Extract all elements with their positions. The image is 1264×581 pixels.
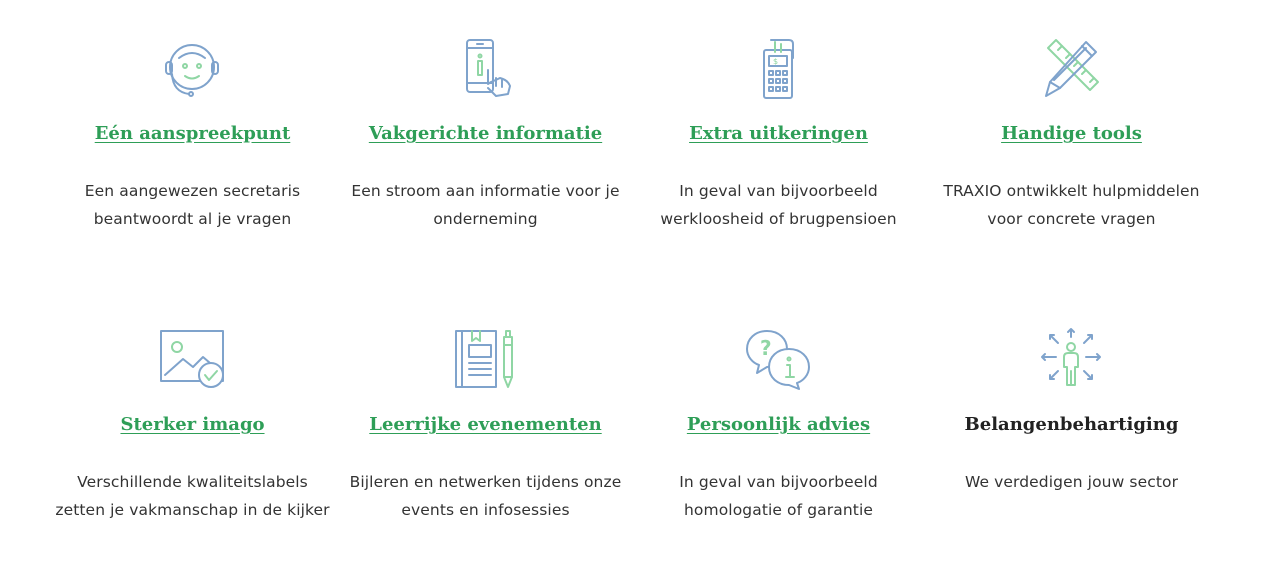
- image-check-icon: [159, 327, 225, 393]
- feature-description: [632, 177, 925, 233]
- description-line: voor concrete vragen: [987, 210, 1156, 228]
- pencil-ruler-icon: [1038, 36, 1104, 102]
- calculator-receipt-icon: [745, 36, 811, 102]
- feature-description: [46, 177, 339, 233]
- feature-description: [46, 468, 339, 524]
- description-line: Bijleren en netwerken tijdens onze: [349, 473, 622, 491]
- svg-text:?: ?: [760, 336, 772, 360]
- headset-agent-icon: [159, 36, 225, 102]
- features-grid: [46, 0, 1218, 581]
- feature-description: [339, 177, 632, 233]
- person-arrows-icon: [1038, 327, 1104, 393]
- description-line: beantwoordt al je vragen: [93, 210, 292, 228]
- feature-title[interactable]: Persoonlijk advies: [686, 414, 871, 435]
- description-line: werkloosheid of brugpensioen: [660, 210, 897, 228]
- description-line: events en infosessies: [401, 501, 570, 519]
- description-line: zetten je vakmanschap in de kijker: [55, 501, 330, 519]
- description-line: TRAXIO ontwikkelt hulpmiddelen: [943, 182, 1200, 200]
- feature-title[interactable]: Leerrijke evenementen: [369, 414, 602, 435]
- description-line: In geval van bijvoorbeeld: [679, 182, 878, 200]
- feature-description: [339, 468, 632, 524]
- feature-title[interactable]: Eén aanspreekpunt: [94, 123, 291, 144]
- svg-text:$: $: [773, 57, 779, 66]
- feature-description: [925, 468, 1218, 496]
- notebook-pen-icon: [452, 327, 518, 393]
- feature-title[interactable]: Sterker imago: [120, 414, 265, 435]
- description-line: Een stroom aan informatie voor je: [351, 182, 620, 200]
- description-line: onderneming: [433, 210, 538, 228]
- feature-description: [925, 177, 1218, 233]
- description-line: Verschillende kwaliteitslabels: [77, 473, 308, 491]
- feature-title[interactable]: Vakgerichte informatie: [368, 123, 603, 144]
- feature-description: [632, 468, 925, 524]
- feature-title: Belangenbehartiging: [964, 414, 1179, 435]
- description-line: Een aangewezen secretaris: [84, 182, 301, 200]
- feature-title[interactable]: Extra uitkeringen: [689, 123, 868, 144]
- phone-info-icon: [452, 36, 518, 102]
- feature-title[interactable]: Handige tools: [1001, 123, 1142, 144]
- chat-question-info-icon: [745, 327, 811, 393]
- description-line: homologatie of garantie: [684, 501, 873, 519]
- description-line: In geval van bijvoorbeeld: [679, 473, 878, 491]
- description-line: We verdedigen jouw sector: [964, 473, 1179, 491]
